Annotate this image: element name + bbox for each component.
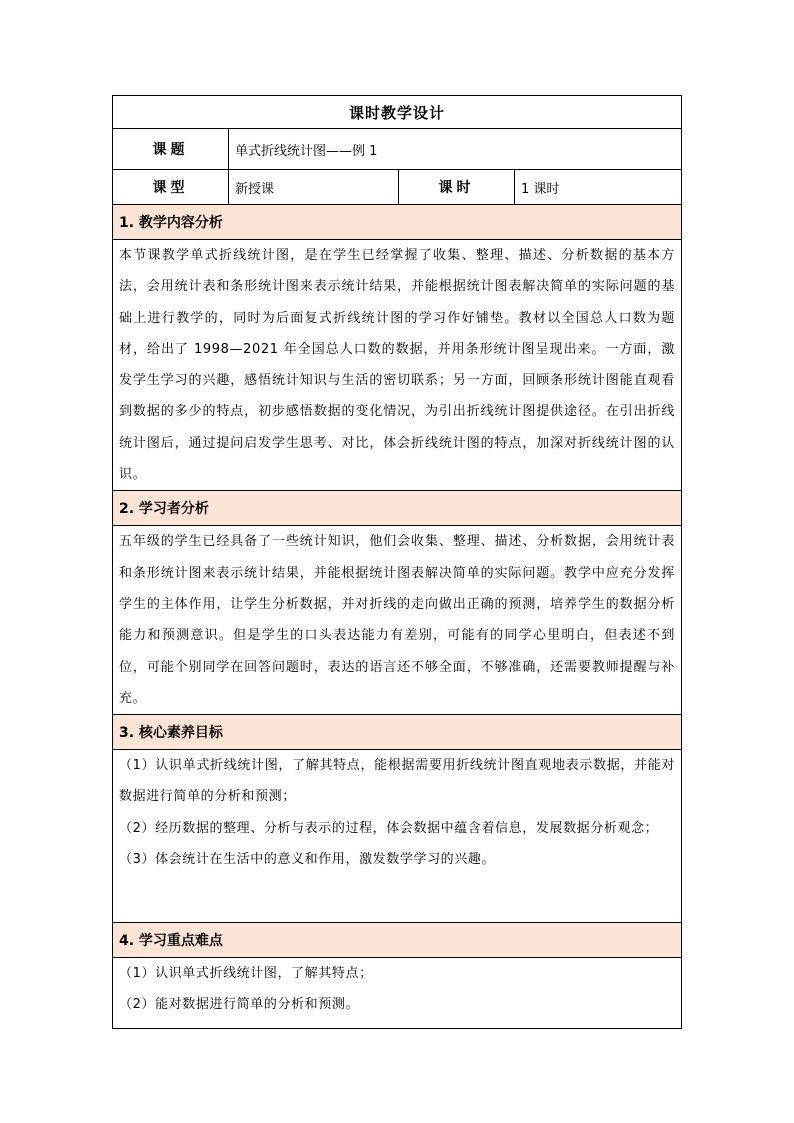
list-item: （1）认识单式折线统计图，了解其特点；	[119, 966, 373, 982]
list-item: （1）认识单式折线统计图，了解其特点，能根据需要用折线统计图直观地表示数据，并能对数据进行简单的分析和预测；	[119, 758, 676, 805]
list-item: （2）能对数据进行简单的分析和预测。	[119, 997, 360, 1013]
topic-label: 课题	[113, 129, 229, 170]
section-heading-key-points: 4. 学习重点难点	[113, 923, 682, 958]
lesson-period-label: 课时	[399, 170, 515, 205]
section-heading-content-analysis: 1. 教学内容分析	[113, 205, 682, 240]
section-heading-core-goals: 3. 核心素养目标	[113, 715, 682, 750]
page-title: 课时教学设计	[113, 96, 682, 129]
section-body-core-goals	[113, 750, 682, 923]
lesson-period-value: 1 课时	[515, 170, 682, 205]
lesson-type-label: 课型	[113, 170, 229, 205]
section-body-key-points	[113, 958, 682, 1029]
section-body-learner-analysis	[113, 526, 682, 715]
section-body-content-analysis	[113, 240, 682, 491]
list-item: （3）体会统计在生活中的意义和作用，激发数学学习的兴趣。	[119, 852, 496, 868]
paragraph: 本节课教学单式折线统计图，是在学生已经掌握了收集、整理、描述、分析数据的基本方法，会用统计表和条形统计图来表示统计结果，并能根据统计图表解决简单的实际问题的基础上进行教学的，同时为后面复式折线统计图的学习作好铺垫。教材以全国总人口数为题材，给出了 1998—2021 年全国总人口数的数据，并用条形统计图呈现出来。一方面，激发学生学习的兴趣，感悟统计知识与生活的密切联系；另一方面，回顾条形统计图能直观看到数据的多少的特点，初步感悟数据的变化情况，为引出折线统计图提供途径。在引出折线统计图后，通过提问启发学生思考、对比，体会折线统计图的特点，加深对折线统计图的认识。	[119, 248, 676, 483]
paragraph: 五年级的学生已经具备了一些统计知识，他们会收集、整理、描述、分析数据，会用统计表和条形统计图来表示统计结果，并能根据统计图表解决简单的实际问题。教学中应充分发挥学生的主体作用，让学生分析数据，并对折线的走向做出正确的预测，培养学生的数据分析能力和预测意识。但是学生的口头表达能力有差别，可能有的同学心里明白，但表述不到位，可能个别同学在回答问题时，表达的语言还不够全面，不够准确，还需要教师提醒与补充。	[119, 534, 676, 706]
lesson-design-table	[112, 95, 682, 1029]
topic-value: 单式折线统计图——例 1	[229, 129, 682, 170]
section-heading-learner-analysis: 2. 学习者分析	[113, 491, 682, 526]
lesson-type-value: 新授课	[229, 170, 399, 205]
list-item: （2）经历数据的整理、分析与表示的过程，体会数据中蕴含着信息，发展数据分析观念；	[119, 820, 659, 836]
